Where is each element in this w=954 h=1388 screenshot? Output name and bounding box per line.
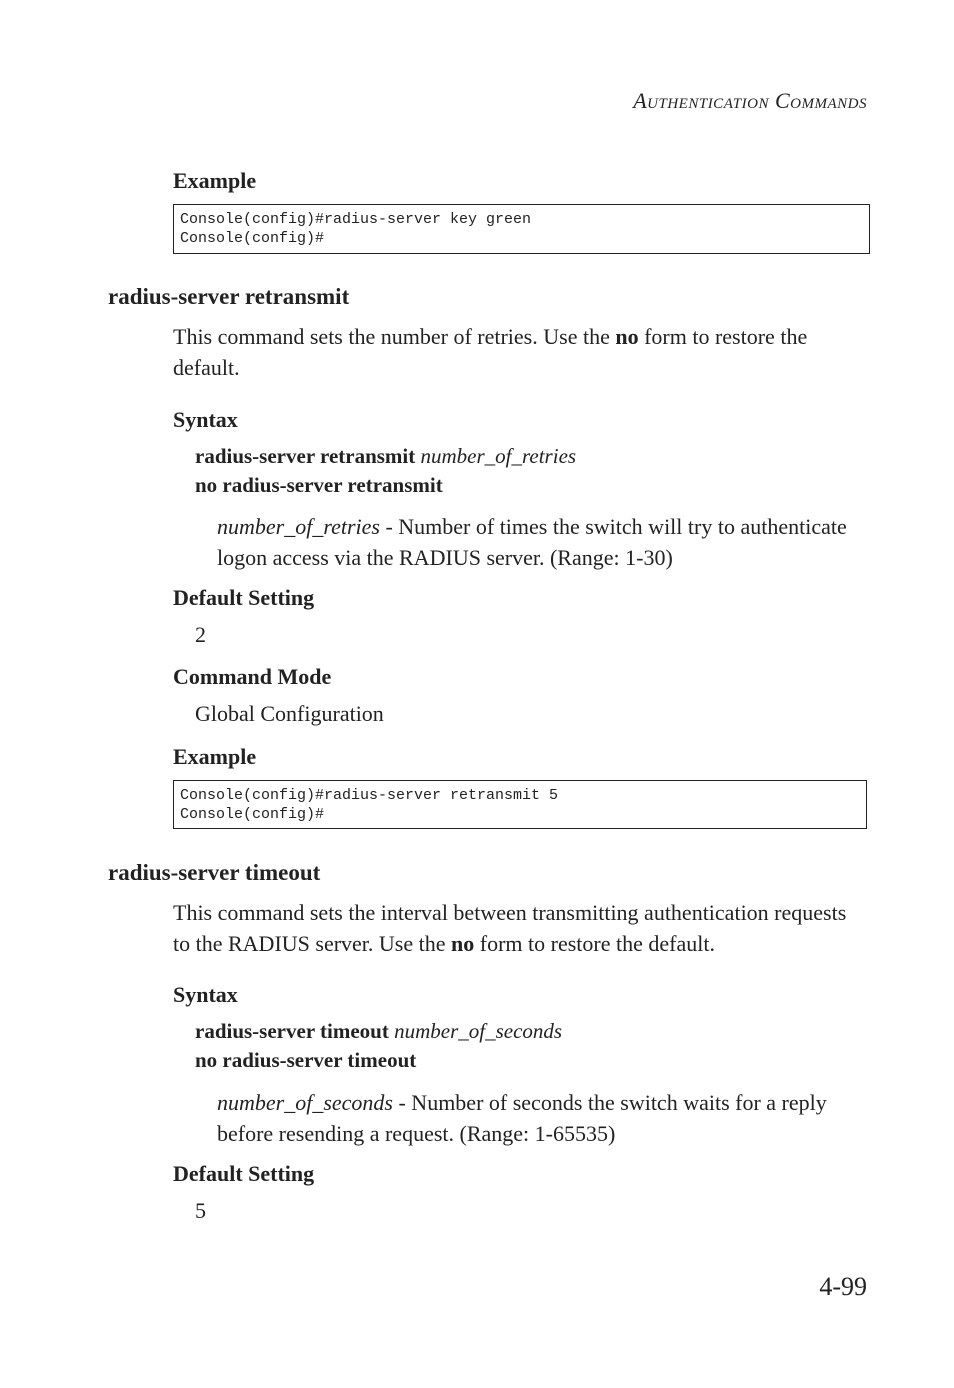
timeout-description: This command sets the interval between transmitting authentication requests to the RADIUS server. Use the no form to restore the default. [173,900,847,956]
param-desc-timeout: number_of_seconds - Number of seconds the switch waits for a reply before resending a request. (Range: 1-65535) [217,1090,827,1146]
syntax-label-retransmit: Syntax [173,407,238,432]
header-initial-c: C [774,88,791,113]
code-block-1 [173,204,870,254]
mode-value-retransmit: Global Configuration [195,701,384,726]
default-value-timeout: 5 [195,1198,206,1223]
default-label-retransmit: Default Setting [173,585,315,610]
param-desc-retransmit: number_of_retries - Number of times the switch will try to authenticate logon access via the RADIUS server. (Range: 1-30) [217,514,847,570]
retransmit-description: This command sets the number of retries. Use the no form to restore the default. [173,324,808,380]
syntax-label-timeout: Syntax [173,982,238,1007]
section-title-retransmit: radius-server retransmit [108,284,350,309]
running-header [633,88,867,114]
code-line: Console(config)#radius-server key green [180,211,532,228]
example-label-1: Example [173,168,257,193]
syntax-timeout: radius-server timeout number_of_seconds no radius-server timeout [195,1019,563,1072]
code-block-2 [173,780,867,829]
default-label-timeout: Default Setting [173,1161,315,1186]
header-word-commands: OMMANDS [790,96,867,112]
code-line: Console(config)#radius-server retransmit 5 [180,787,559,804]
mode-label-retransmit: Command Mode [173,664,332,689]
code-line: Console(config)# [180,230,325,247]
section-title-timeout: radius-server timeout [108,860,321,885]
page-number: 4-99 [819,1272,867,1301]
example-label-2: Example [173,744,257,769]
code-line: Console(config)# [180,806,325,823]
syntax-retransmit: radius-server retransmit number_of_retries no radius-server retransmit [195,444,577,497]
default-value-retransmit: 2 [195,622,206,647]
header-word-authentication: UTHENTICATION [647,96,769,112]
header-initial-a: A [633,88,648,113]
